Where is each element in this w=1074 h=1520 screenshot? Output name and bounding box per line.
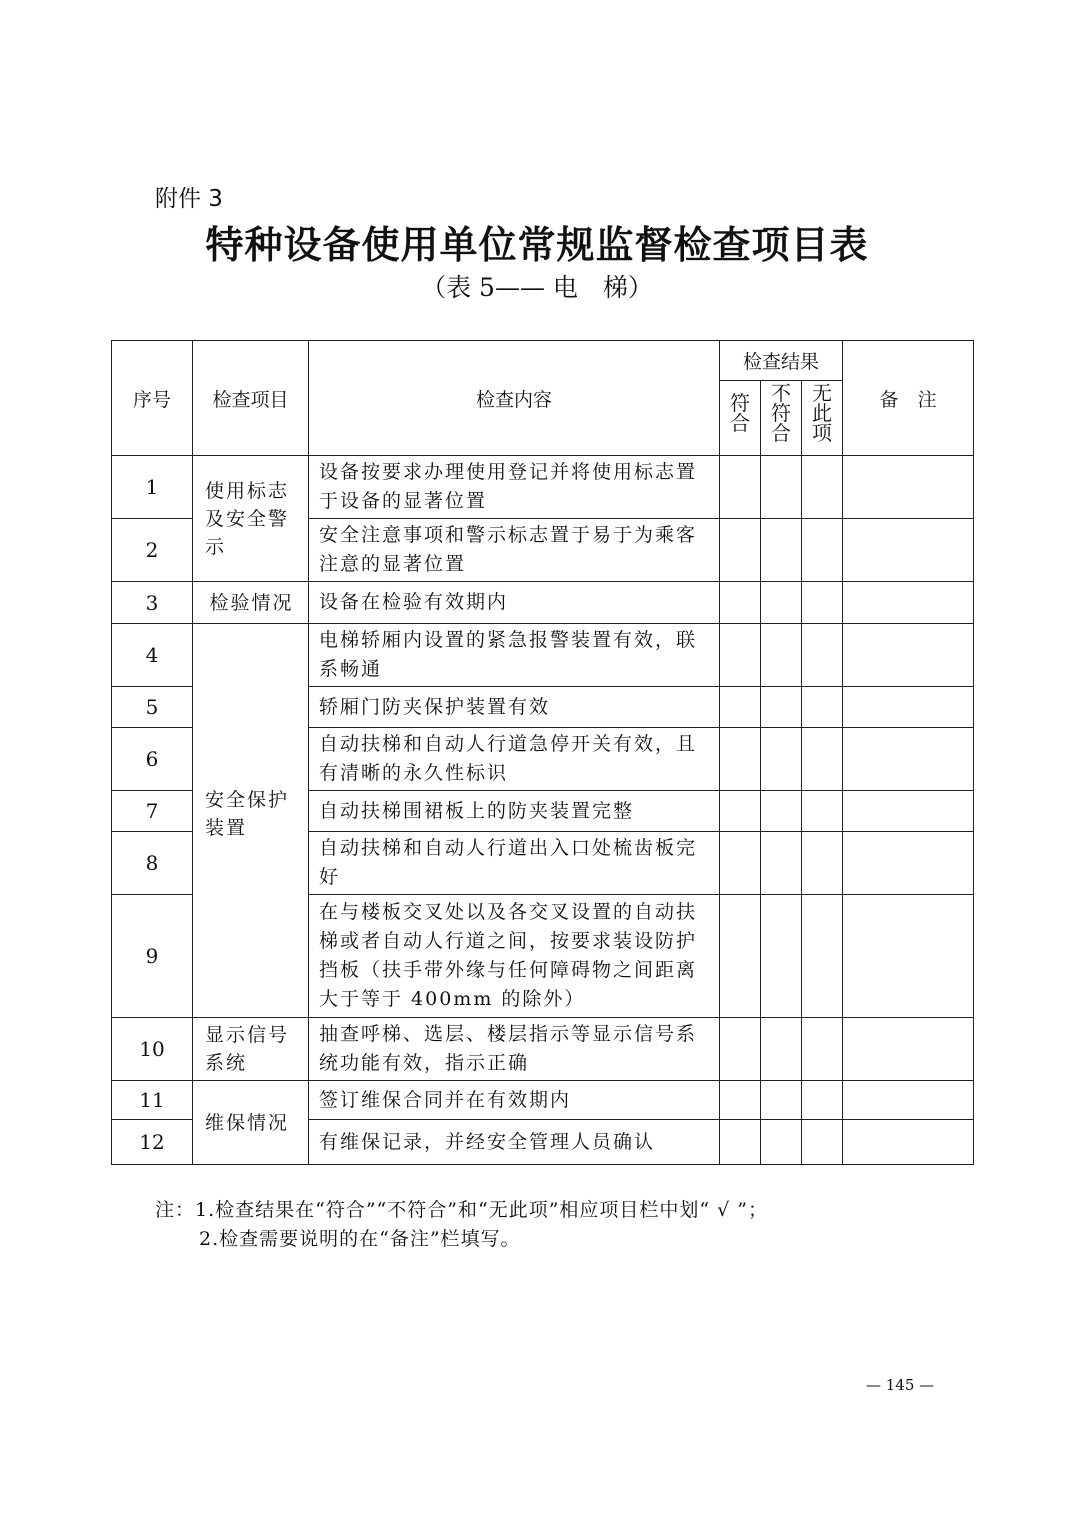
result-fail-cell[interactable] [761,687,802,728]
remark-cell[interactable] [843,728,974,791]
remark-cell[interactable] [843,1120,974,1165]
row-content: 设备在检验有效期内 [309,582,720,624]
header-result-na: 无 此 项 [802,381,843,456]
result-pass-cell[interactable] [720,1120,761,1165]
result-fail-cell[interactable] [761,582,802,624]
table-row [112,1081,974,1120]
row-content: 设备按要求办理使用登记并将使用标志置于设备的显著位置 [309,456,720,519]
document-subtitle: （表 5—— 电 梯） [421,273,653,302]
row-content: 自动扶梯围裙板上的防夹装置完整 [309,791,720,832]
result-pass-cell[interactable] [720,832,761,895]
result-na-cell[interactable] [802,1018,843,1081]
result-na-cell[interactable] [802,582,843,624]
row-number: 5 [112,687,193,728]
remark-cell[interactable] [843,1018,974,1081]
row-number: 8 [112,832,193,895]
table-row [112,624,974,687]
inspection-table [111,340,974,1165]
row-number: 11 [112,1081,193,1120]
row-number: 1 [112,456,193,519]
remark-cell[interactable] [843,624,974,687]
note-line-2: 2.检查需要说明的在“备注”栏填写。 [199,1228,521,1250]
row-content: 自动扶梯和自动人行道出入口处梳齿板完好 [309,832,720,895]
row-content: 电梯轿厢内设置的紧急报警装置有效，联系畅通 [309,624,720,687]
result-na-cell[interactable] [802,832,843,895]
note-line-1: 注：1.检查结果在“符合”“不符合”和“无此项”相应项目栏中划“ √ ”； [155,1199,769,1221]
remark-cell[interactable] [843,687,974,728]
item-maintenance: 维保情况 [193,1081,309,1165]
page-number: — 145 — [866,1376,935,1394]
result-na-cell[interactable] [802,624,843,687]
header-content: 检查内容 [309,341,720,456]
row-content: 抽查呼梯、选层、楼层指示等显示信号系统功能有效，指示正确 [309,1018,720,1081]
row-number: 10 [112,1018,193,1081]
annex-label: 附件 3 [155,186,223,212]
table-row [112,582,974,624]
result-fail-cell[interactable] [761,1018,802,1081]
remark-cell[interactable] [843,582,974,624]
result-pass-cell[interactable] [720,1081,761,1120]
result-pass-cell[interactable] [720,1018,761,1081]
item-inspection: 检验情况 [193,582,309,624]
row-content: 有维保记录，并经安全管理人员确认 [309,1120,720,1165]
remark-cell[interactable] [843,456,974,519]
item-signal: 显示信号系统 [193,1018,309,1081]
table-row [112,456,974,519]
result-fail-cell[interactable] [761,456,802,519]
row-number: 12 [112,1120,193,1165]
result-fail-cell[interactable] [761,519,802,582]
result-pass-cell[interactable] [720,519,761,582]
result-na-cell[interactable] [802,519,843,582]
result-fail-cell[interactable] [761,1120,802,1165]
notes [155,1196,768,1254]
result-fail-cell[interactable] [761,624,802,687]
row-content: 轿厢门防夹保护装置有效 [309,687,720,728]
row-number: 2 [112,519,193,582]
result-na-cell[interactable] [802,1081,843,1120]
remark-cell[interactable] [843,832,974,895]
result-na-cell[interactable] [802,895,843,1018]
result-pass-cell[interactable] [720,624,761,687]
result-fail-cell[interactable] [761,832,802,895]
result-fail-cell[interactable] [761,1081,802,1120]
remark-cell[interactable] [843,1081,974,1120]
header-item: 检查项目 [193,341,309,456]
row-content: 签订维保合同并在有效期内 [309,1081,720,1120]
header-seq: 序号 [112,341,193,456]
row-number: 7 [112,791,193,832]
result-na-cell[interactable] [802,1120,843,1165]
item-safety: 安全保护装置 [193,624,309,1018]
result-fail-cell[interactable] [761,895,802,1018]
result-fail-cell[interactable] [761,728,802,791]
remark-cell[interactable] [843,895,974,1018]
row-number: 9 [112,895,193,1018]
result-na-cell[interactable] [802,687,843,728]
result-pass-cell[interactable] [720,791,761,832]
result-pass-cell[interactable] [720,728,761,791]
item-sign: 使用标志及安全警示 [193,456,309,582]
result-pass-cell[interactable] [720,582,761,624]
table-row [112,1018,974,1081]
header-remark: 备 注 [843,341,974,456]
document-title: 特种设备使用单位常规监督检查项目表 [205,223,869,267]
row-number: 3 [112,582,193,624]
row-number: 4 [112,624,193,687]
header-result-pass: 符 合 [720,381,761,456]
remark-cell[interactable] [843,791,974,832]
row-content: 安全注意事项和警示标志置于易于为乘客注意的显著位置 [309,519,720,582]
row-content: 自动扶梯和自动人行道急停开关有效，且有清晰的永久性标识 [309,728,720,791]
result-pass-cell[interactable] [720,687,761,728]
remark-cell[interactable] [843,519,974,582]
header-result-fail: 不 符 合 [761,381,802,456]
row-content: 在与楼板交叉处以及各交叉设置的自动扶梯或者自动人行道之间，按要求装设防护挡板（扶手带外缘与任何障碍物之间距离大于等于 400mm 的除外） [309,895,720,1018]
result-na-cell[interactable] [802,728,843,791]
result-na-cell[interactable] [802,791,843,832]
result-fail-cell[interactable] [761,791,802,832]
row-number: 6 [112,728,193,791]
result-na-cell[interactable] [802,456,843,519]
result-pass-cell[interactable] [720,895,761,1018]
result-pass-cell[interactable] [720,456,761,519]
header-result: 检查结果 [720,341,843,381]
